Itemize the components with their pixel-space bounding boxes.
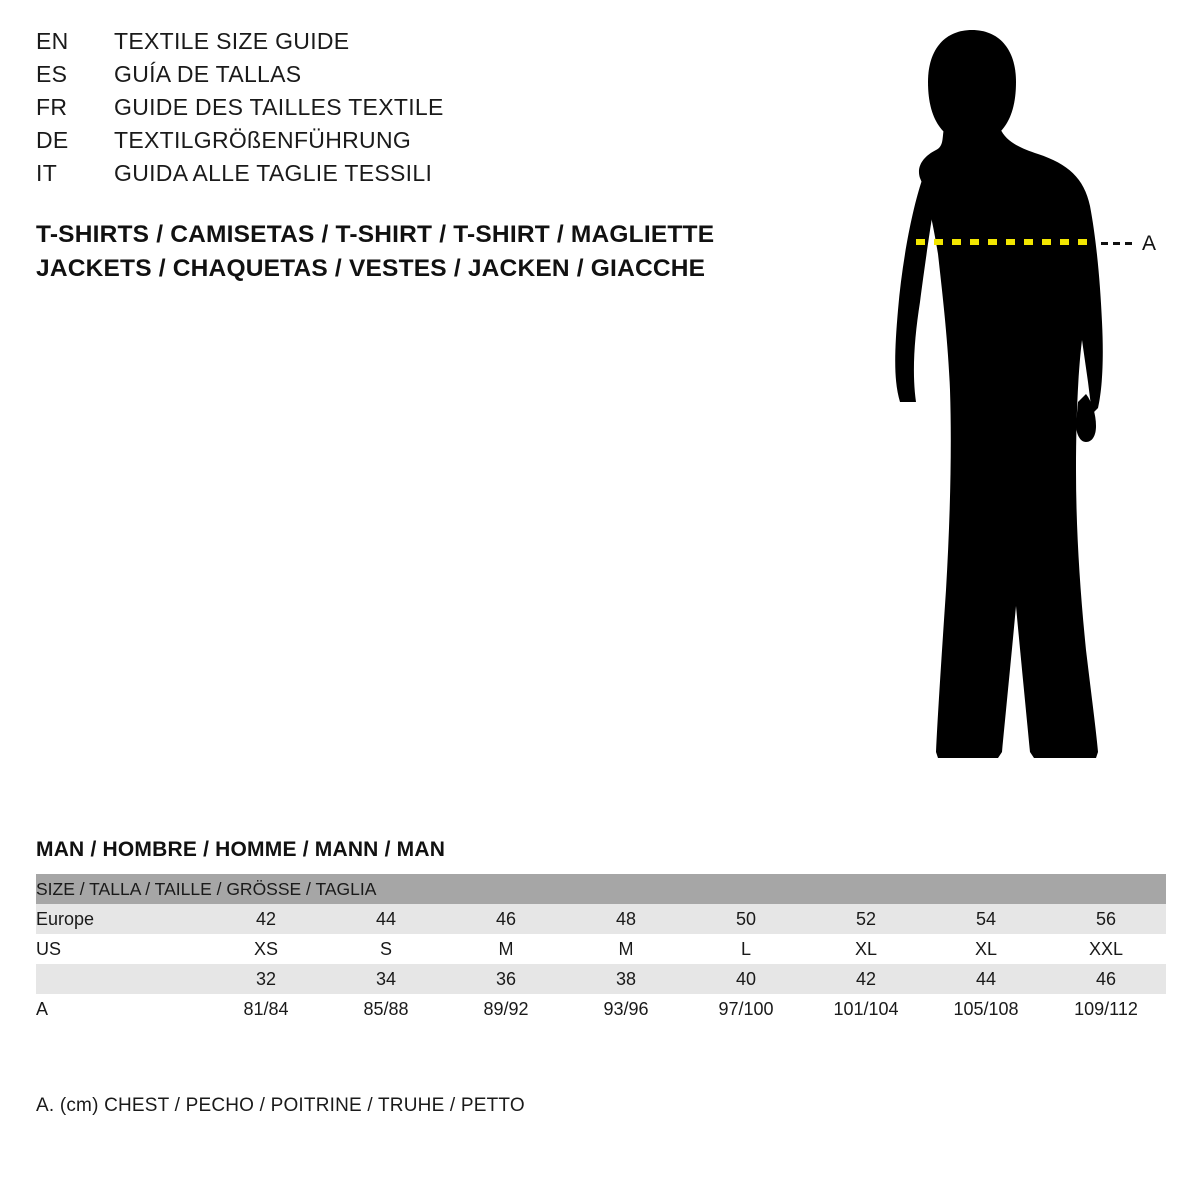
table-cell: 52 <box>806 904 926 934</box>
size-table <box>36 874 1166 1024</box>
measure-label-a: A <box>1142 232 1157 255</box>
table-cell: L <box>686 934 806 964</box>
table-group-title: MAN / HOMBRE / HOMME / MANN / MAN <box>36 838 446 861</box>
measure-leader-line <box>1101 242 1133 245</box>
table-cell: 40 <box>686 964 806 994</box>
table-cell: S <box>326 934 446 964</box>
table-cell: 89/92 <box>446 994 566 1024</box>
table-cell: 85/88 <box>326 994 446 1024</box>
row-label <box>36 964 206 994</box>
table-row <box>36 934 1166 964</box>
table-header-label: SIZE / TALLA / TAILLE / GRÖSSE / TAGLIA <box>36 874 1166 904</box>
language-row <box>36 127 796 160</box>
language-row <box>36 61 796 94</box>
table-row <box>36 964 1166 994</box>
table-cell: XXL <box>1046 934 1166 964</box>
table-cell: 46 <box>446 904 566 934</box>
language-code: IT <box>36 160 58 186</box>
table-cell: 54 <box>926 904 1046 934</box>
table-cell: 48 <box>566 904 686 934</box>
table-cell: XL <box>806 934 926 964</box>
body-silhouette <box>895 30 1103 758</box>
table-cell: 42 <box>806 964 926 994</box>
footnote-chest: A. (cm) CHEST / PECHO / POITRINE / TRUHE / PETTO <box>36 1095 525 1116</box>
table-cell: 109/112 <box>1046 994 1166 1024</box>
table-cell: 38 <box>566 964 686 994</box>
language-title: GUÍA DE TALLAS <box>114 61 302 87</box>
table-cell: 105/108 <box>926 994 1046 1024</box>
row-label: Europe <box>36 904 206 934</box>
table-cell: XL <box>926 934 1046 964</box>
language-row <box>36 160 796 193</box>
table-cell: 44 <box>326 904 446 934</box>
table-cell: 93/96 <box>566 994 686 1024</box>
table-header-row <box>36 874 1166 904</box>
language-header-block <box>36 28 796 193</box>
table-cell: 97/100 <box>686 994 806 1024</box>
size-table-section <box>36 838 1166 1024</box>
language-code: DE <box>36 127 69 153</box>
table-cell: M <box>446 934 566 964</box>
table-cell: 42 <box>206 904 326 934</box>
table-cell: 50 <box>686 904 806 934</box>
table-cell: 56 <box>1046 904 1166 934</box>
category-block <box>36 218 836 286</box>
language-title: TEXTILE SIZE GUIDE <box>114 28 350 54</box>
language-title: TEXTILGRÖßENFÜHRUNG <box>114 127 412 153</box>
row-label: US <box>36 934 206 964</box>
row-label: A <box>36 994 206 1024</box>
silhouette-figure <box>820 10 1200 800</box>
table-cell: 36 <box>446 964 566 994</box>
language-title: GUIDE DES TAILLES TEXTILE <box>114 94 444 120</box>
table-row <box>36 904 1166 934</box>
language-code: FR <box>36 94 68 120</box>
language-title: GUIDA ALLE TAGLIE TESSILI <box>114 160 433 186</box>
table-cell: 34 <box>326 964 446 994</box>
table-cell: 46 <box>1046 964 1166 994</box>
language-row <box>36 28 796 61</box>
language-row <box>36 94 796 127</box>
category-line-tshirts: T-SHIRTS / CAMISETAS / T-SHIRT / T-SHIRT / MAGLIETTE <box>36 221 715 248</box>
table-row <box>36 994 1166 1024</box>
table-cell: 81/84 <box>206 994 326 1024</box>
table-cell: 32 <box>206 964 326 994</box>
language-code: EN <box>36 28 69 54</box>
table-cell: 44 <box>926 964 1046 994</box>
table-cell: M <box>566 934 686 964</box>
table-cell: XS <box>206 934 326 964</box>
language-code: ES <box>36 61 68 87</box>
table-cell: 101/104 <box>806 994 926 1024</box>
category-line-jackets: JACKETS / CHAQUETAS / VESTES / JACKEN / GIACCHE <box>36 255 706 282</box>
